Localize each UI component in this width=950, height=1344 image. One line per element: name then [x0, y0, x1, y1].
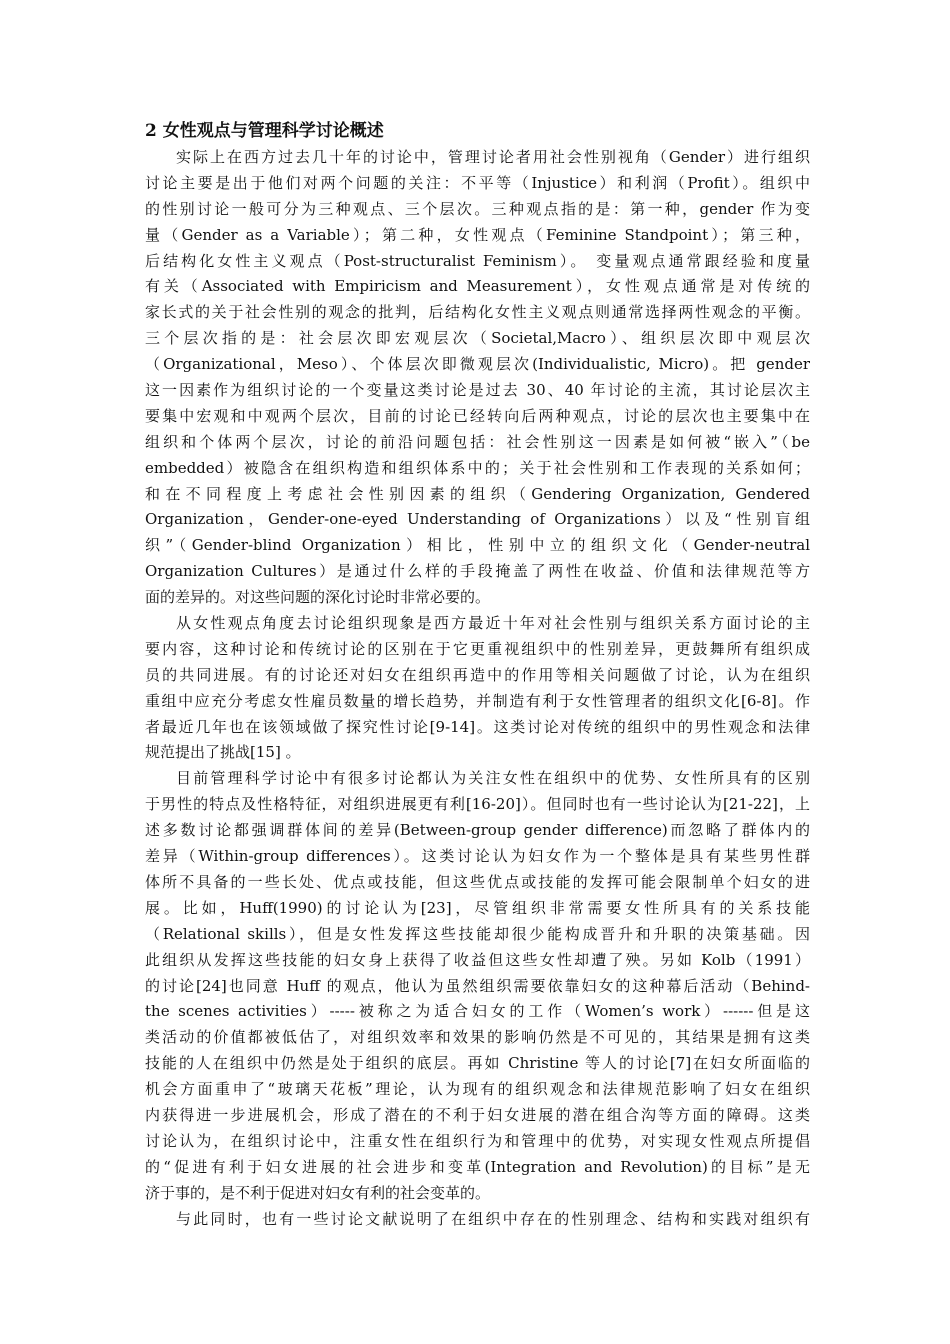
- text-line: 于男性的特点及性格特征，对组织进展更有利[16-20]）。但同时也有一些讨论认为[21-22]，上: [145, 795, 810, 814]
- text-line: 目前管理科学讨论中有很多讨论都认为关注女性在组织中的优势、女性所具有的区别: [176, 769, 810, 788]
- text-line: 组织和个体两个层次，讨论的前沿问题包括：社会性别这一因素是如何被“嵌入”（be: [145, 432, 810, 451]
- text-line: 三个层次指的是：社会层次即宏观层次（Societal,Macro）、组织层次即中观层次: [145, 329, 810, 348]
- text-line: 要集中宏观和中观两个层次，目前的讨论已经转向后两种观点，讨论的层次也主要集中在: [145, 406, 810, 425]
- text-line: 实际上在西方过去几十年的讨论中，管理讨论者用社会性别视角（Gender）进行组织: [176, 148, 810, 166]
- text-line: 的讨论[24]也同意 Huff 的观点，他认为虽然组织需要依靠妇女的这种幕后活动（Behind-: [145, 976, 810, 995]
- text-line: 者最近几年也在该领域做了探究性讨论[9-14]。这类讨论对传统的组织中的男性观念和法律: [145, 717, 810, 736]
- text-line: Organization，Gender-one-eyed Understanding of Organizations）以及“性别盲组: [145, 510, 810, 529]
- text-line: 济于事的，是不利于促进对妇女有利的社会变革的。: [145, 1183, 491, 1202]
- text-line: 和在不同程度上考虑社会性别因素的组织（Gendering Organization, Gendered: [145, 484, 810, 503]
- text-line: 织”（Gender-blind Organization）相比，性别中立的组织文化（Gender-neutral: [145, 536, 810, 555]
- text-line: 讨论主要是出于他们对两个问题的关注：不平等（Injustice）和利润（Profit）。组织中: [145, 173, 810, 192]
- section-heading: 2 女性观点与管理科学讨论概述: [145, 121, 384, 141]
- text-line: 体所不具备的一些长处、优点或技能，但这些优点或技能的发挥可能会限制单个妇女的进: [145, 872, 810, 891]
- text-line: embedded）被隐含在组织构造和组织体系中的；关于社会性别和工作表现的关系如何；: [145, 458, 810, 477]
- text-line: 技能的人在组织中仍然是处于组织的底层。再如 Christine 等人的讨论[7]在妇女所面临的: [145, 1054, 810, 1073]
- text-line: 述多数讨论都强调群体间的差异(Between-group gender difference)而忽略了群体内的: [145, 821, 810, 840]
- text-line: 面的差异的。对这些问题的深化讨论时非常必要的。: [145, 588, 491, 607]
- text-line: 展。比如，Huff(1990)的讨论认为[23]，尽管组织非常需要女性所具有的关系技能: [145, 898, 810, 917]
- text-line: Organization Cultures）是通过什么样的手段掩盖了两性在收益、价值和法律规范等方: [145, 562, 810, 581]
- text-line: 要内容，这种讨论和传统讨论的区别在于它更重视组织中的性别差异，更鼓舞所有组织成: [145, 639, 810, 658]
- text-line: 后结构化女性主义观点（Post-structuralist Feminism）。 变量观点通常跟经验和度量: [145, 251, 810, 270]
- text-line: 的性别讨论一般可分为三种观点、三个层次。三种观点指的是：第一种，gender 作为变: [145, 199, 810, 218]
- text-line: the scenes activities）-----被称之为适合妇女的工作（Women’s work）------但是这: [145, 1002, 810, 1021]
- text-line: 的“促进有利于妇女进展的社会进步和变革(Integration and Revolution)的目标”是无: [145, 1157, 810, 1176]
- text-line: （Relational skills），但是女性发挥这些技能却很少能构成晋升和升职的决策基础。因: [145, 924, 810, 943]
- text-line: 类活动的价值都被低估了，对组织效率和效果的影响仍然是不可见的，其结果是拥有这类: [145, 1028, 810, 1047]
- text-line: 规范提出了挑战[15] 。: [145, 743, 301, 762]
- text-line: 家长式的关于社会性别的观念的批判，后结构化女性主义观点则通常选择两性观念的平衡。: [145, 303, 810, 322]
- text-line: 讨论认为，在组织讨论中，注重女性在组织行为和管理中的优势，对实现女性观点所提倡: [145, 1131, 810, 1150]
- text-line: 这一因素作为组织讨论的一个变量这类讨论是过去 30、40 年讨论的主流，其讨论层次主: [145, 381, 810, 400]
- text-line: 机会方面重申了“玻璃天花板”理论，认为现有的组织观念和法律规范影响了妇女在组织: [145, 1080, 810, 1099]
- text-line: 差异（Within-group differences）。这类讨论认为妇女作为一个整体是具有某些男性群: [145, 847, 810, 866]
- text-line: 与此同时，也有一些讨论文献说明了在组织中存在的性别理念、结构和实践对组织有: [176, 1209, 810, 1228]
- section-body: [145, 145, 810, 1232]
- text-line: 量（Gender as a Variable）；第二种，女性观点（Feminine Standpoint）；第三种，: [145, 225, 810, 244]
- text-line: 此组织从发挥这些技能的妇女身上获得了收益但这些女性却遭了殃。另如 Kolb（1991）: [145, 950, 810, 969]
- text-line: （Organizational，Meso）、个体层次即微观层次(Individualistic, Micro)。把 gender: [145, 355, 810, 374]
- text-line: 内获得进一步进展机会，形成了潜在的不利于妇女进展的潜在组合沟等方面的障碍。这类: [145, 1105, 810, 1124]
- text-line: 重组中应充分考虑女性雇员数量的增长趋势，并制造有利于女性管理者的组织文化[6-8]。作: [145, 691, 810, 710]
- text-line: 从女性观点角度去讨论组织现象是西方最近十年对社会性别与组织关系方面讨论的主: [176, 614, 810, 633]
- text-line: 有关（Associated with Empiricism and Measurement），女性观点通常是对传统的: [145, 277, 810, 296]
- text-line: 员的共同进展。有的讨论还对妇女在组织再造中的作用等相关问题做了讨论，认为在组织: [145, 665, 810, 684]
